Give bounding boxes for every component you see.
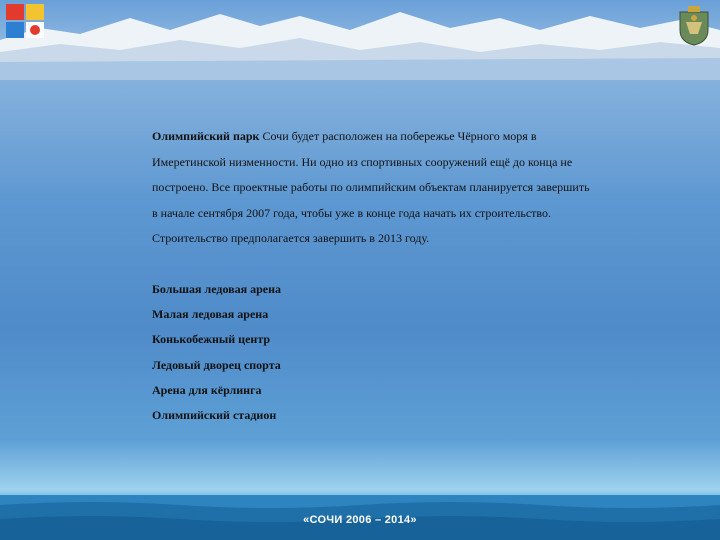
venue-list bbox=[152, 277, 592, 428]
list-item: Конькобежный центр bbox=[152, 332, 271, 347]
list-item: Олимпийский стадион bbox=[152, 407, 277, 422]
description-paragraph bbox=[152, 124, 592, 226]
description-text bbox=[152, 124, 592, 252]
coat-of-arms-icon bbox=[674, 4, 714, 46]
list-item: Малая ледовая арена bbox=[152, 307, 269, 322]
list-item: Большая ледовая арена bbox=[152, 282, 282, 296]
completion-note: Строительство предполагается завершить в 2013 году. bbox=[152, 231, 430, 245]
list-item: Ледовый дворец спорта bbox=[152, 357, 281, 372]
list-item: Арена для кёрлинга bbox=[152, 382, 262, 397]
mountain-banner-image bbox=[0, 0, 720, 80]
olympic-park-lead: Олимпийский парк bbox=[152, 129, 260, 143]
paragraph-body: Сочи будет расположен на побережье Чёрного моря в Имеретинской низменности. Ни одно из спортивных сооружений ещё до конца не построено. Все проектные работы по олимпийским объектам планируется завершить в начале сентября 2007 года, чтобы уже в конце года начать их строительство. bbox=[152, 129, 590, 220]
sochi-emblem-icon bbox=[6, 4, 44, 38]
footer-caption: «СОЧИ 2006 – 2014» bbox=[303, 514, 417, 526]
